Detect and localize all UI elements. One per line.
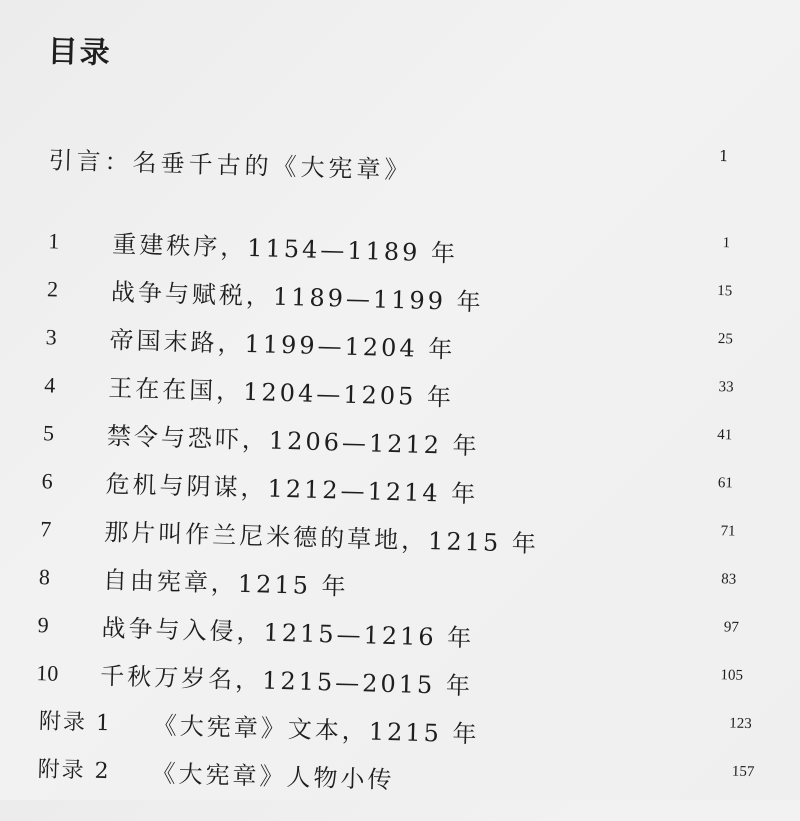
intro-entry-title: 引言：名垂千古的《大宪章》: [48, 146, 413, 185]
chapter-title: 自由宪章，1215 年: [102, 565, 349, 601]
chapter-page: 25: [717, 331, 734, 348]
chapter-page: 41: [717, 427, 733, 444]
chapter-number: 5: [42, 420, 55, 446]
chapter-title: 战争与入侵，1215—1216 年: [101, 613, 475, 653]
appendix-number: 附录 1: [38, 709, 113, 737]
chapter-page: 97: [723, 619, 740, 636]
appendix-page: 157: [731, 763, 755, 781]
chapter-page: 83: [720, 571, 737, 588]
chapter-title: 战争与赋税，1189—1199 年: [110, 278, 485, 317]
appendix-title: 《大宪章》文本，1215 年: [152, 711, 480, 749]
chapter-number: 7: [40, 516, 52, 542]
chapter-page: 15: [717, 283, 733, 300]
chapter-number: 6: [41, 468, 54, 494]
chapter-page: 33: [718, 379, 734, 396]
chapter-page: 71: [720, 523, 736, 540]
chapter-number: 1: [48, 228, 60, 254]
intro-entry-page: 1: [718, 147, 729, 166]
chapter-page: 105: [720, 667, 744, 684]
chapter-number: 10: [35, 660, 59, 686]
chapter-number: 9: [37, 612, 50, 638]
chapter-title: 千秋万岁名，1215—2015 年: [99, 661, 474, 701]
page-title: 目录: [47, 34, 113, 71]
chapter-title: 帝国末路，1199—1204 年: [109, 326, 456, 364]
appendix-title: 《大宪章》人物小传: [151, 759, 395, 795]
chapter-page: 1: [722, 235, 731, 252]
chapter-number: 4: [44, 372, 56, 398]
chapter-title: 那片叫作兰尼米德的草地，1215 年: [103, 517, 540, 559]
chapter-title: 王在在国，1204—1205 年: [107, 374, 455, 412]
chapter-title: 危机与阴谋，1212—1214 年: [105, 470, 479, 509]
chapter-title: 禁令与恐吓，1206—1212 年: [106, 422, 481, 461]
chapter-number: 3: [45, 324, 58, 350]
chapter-number: 8: [38, 564, 51, 590]
appendix-number: 附录 2: [37, 757, 111, 785]
chapter-number: 2: [46, 276, 59, 302]
chapter-page: 61: [717, 475, 734, 492]
chapter-title: 重建秩序，1154—1189 年: [111, 230, 459, 268]
appendix-page: 123: [728, 715, 752, 733]
